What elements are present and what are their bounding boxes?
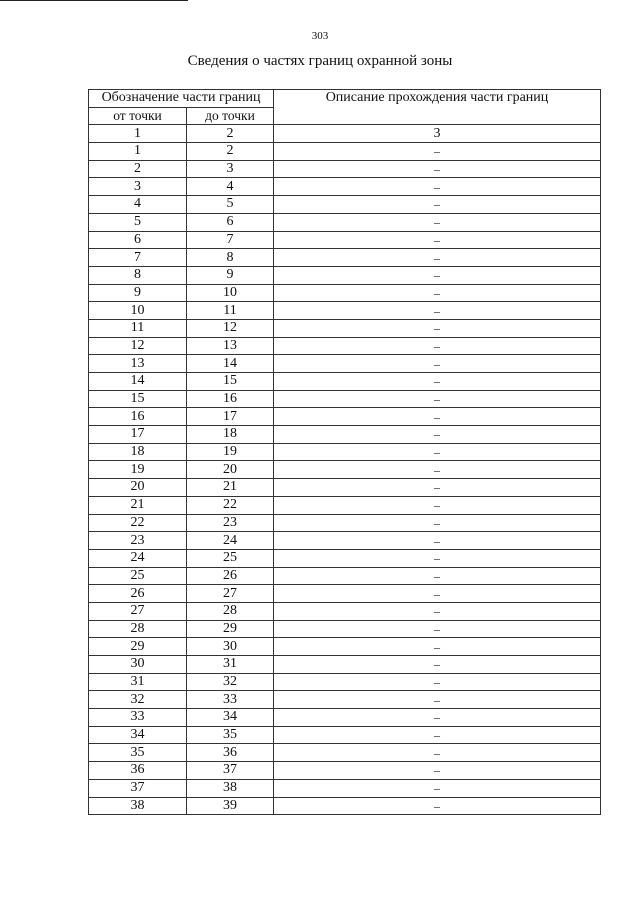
column-number-row [89,125,601,143]
from-point-cell: 35 [89,744,187,762]
from-point-cell: 6 [89,231,187,249]
description-cell: – [274,373,601,391]
to-point-cell: 19 [187,443,274,461]
from-point-cell: 31 [89,673,187,691]
from-point-cell: 13 [89,355,187,373]
to-point-cell: 27 [187,585,274,603]
table-row [89,302,601,320]
to-point-cell: 36 [187,744,274,762]
to-point-cell: 25 [187,549,274,567]
description-cell: – [274,496,601,514]
from-point-cell: 28 [89,620,187,638]
to-point-cell: 34 [187,709,274,727]
to-point-cell: 23 [187,514,274,532]
from-point-cell: 9 [89,284,187,302]
to-point-cell: 8 [187,249,274,267]
table-header-row [89,90,601,108]
to-point-cell: 30 [187,638,274,656]
description-cell: – [274,514,601,532]
table-row [89,443,601,461]
header-from-point: от точки [89,107,187,125]
description-cell: – [274,691,601,709]
from-point-cell: 16 [89,408,187,426]
from-point-cell: 12 [89,337,187,355]
table-row [89,479,601,497]
description-cell: – [274,213,601,231]
description-cell: – [274,479,601,497]
from-point-cell: 25 [89,567,187,585]
from-point-cell: 1 [89,143,187,161]
table-row [89,266,601,284]
table-row [89,143,601,161]
header-to-point: до точки [187,107,274,125]
from-point-cell: 27 [89,602,187,620]
to-point-cell: 21 [187,479,274,497]
table-row [89,249,601,267]
to-point-cell: 10 [187,284,274,302]
description-cell: – [274,284,601,302]
description-cell: – [274,673,601,691]
from-point-cell: 21 [89,496,187,514]
boundary-parts-table [88,89,601,815]
header-boundary-designation: Обозначение части границ [89,90,274,108]
to-point-cell: 4 [187,178,274,196]
column-number-3: 3 [274,125,601,143]
to-point-cell: 35 [187,726,274,744]
to-point-cell: 13 [187,337,274,355]
table-row [89,709,601,727]
description-cell: – [274,408,601,426]
table-row [89,355,601,373]
from-point-cell: 30 [89,656,187,674]
description-cell: – [274,779,601,797]
table-row [89,213,601,231]
to-point-cell: 22 [187,496,274,514]
description-cell: – [274,266,601,284]
from-point-cell: 3 [89,178,187,196]
table-row [89,426,601,444]
table-row [89,337,601,355]
to-point-cell: 38 [187,779,274,797]
from-point-cell: 17 [89,426,187,444]
from-point-cell: 11 [89,319,187,337]
table-row [89,656,601,674]
description-cell: – [274,337,601,355]
to-point-cell: 37 [187,762,274,780]
to-point-cell: 12 [187,319,274,337]
description-cell: – [274,726,601,744]
from-point-cell: 18 [89,443,187,461]
description-cell: – [274,744,601,762]
description-cell: – [274,797,601,815]
to-point-cell: 16 [187,390,274,408]
from-point-cell: 5 [89,213,187,231]
description-cell: – [274,602,601,620]
from-point-cell: 8 [89,266,187,284]
table-row [89,514,601,532]
to-point-cell: 5 [187,196,274,214]
from-point-cell: 23 [89,532,187,550]
table-row [89,284,601,302]
table-row [89,567,601,585]
table-row [89,797,601,815]
from-point-cell: 24 [89,549,187,567]
from-point-cell: 15 [89,390,187,408]
column-number-2: 2 [187,125,274,143]
description-cell: – [274,567,601,585]
from-point-cell: 14 [89,373,187,391]
table-row [89,160,601,178]
to-point-cell: 26 [187,567,274,585]
description-cell: – [274,709,601,727]
to-point-cell: 20 [187,461,274,479]
to-point-cell: 29 [187,620,274,638]
from-point-cell: 22 [89,514,187,532]
description-cell: – [274,638,601,656]
description-cell: – [274,196,601,214]
description-cell: – [274,390,601,408]
table-row [89,408,601,426]
description-cell: – [274,549,601,567]
from-point-cell: 19 [89,461,187,479]
from-point-cell: 29 [89,638,187,656]
to-point-cell: 18 [187,426,274,444]
description-cell: – [274,443,601,461]
to-point-cell: 14 [187,355,274,373]
table-row [89,762,601,780]
description-cell: – [274,160,601,178]
description-cell: – [274,532,601,550]
description-cell: – [274,620,601,638]
description-cell: – [274,656,601,674]
to-point-cell: 6 [187,213,274,231]
to-point-cell: 39 [187,797,274,815]
column-number-1: 1 [89,125,187,143]
table-body [89,125,601,815]
table-row [89,390,601,408]
to-point-cell: 3 [187,160,274,178]
table-row [89,638,601,656]
to-point-cell: 33 [187,691,274,709]
table-row [89,496,601,514]
to-point-cell: 17 [187,408,274,426]
table-row [89,549,601,567]
to-point-cell: 9 [187,266,274,284]
from-point-cell: 38 [89,797,187,815]
from-point-cell: 7 [89,249,187,267]
description-cell: – [274,249,601,267]
table-row [89,691,601,709]
table-row [89,620,601,638]
table-row [89,319,601,337]
table-row [89,602,601,620]
to-point-cell: 28 [187,602,274,620]
table-row [89,532,601,550]
to-point-cell: 2 [187,143,274,161]
description-cell: – [274,319,601,337]
table-row [89,673,601,691]
to-point-cell: 32 [187,673,274,691]
table-row [89,461,601,479]
description-cell: – [274,426,601,444]
page-number: 303 [311,30,329,42]
table-row [89,196,601,214]
from-point-cell: 26 [89,585,187,603]
from-point-cell: 10 [89,302,187,320]
from-point-cell: 4 [89,196,187,214]
description-cell: – [274,585,601,603]
to-point-cell: 31 [187,656,274,674]
table-row [89,231,601,249]
top-left-rule [0,0,188,1]
from-point-cell: 33 [89,709,187,727]
to-point-cell: 7 [187,231,274,249]
description-cell: – [274,762,601,780]
table-row [89,744,601,762]
from-point-cell: 36 [89,762,187,780]
to-point-cell: 11 [187,302,274,320]
to-point-cell: 15 [187,373,274,391]
description-cell: – [274,231,601,249]
table-row [89,178,601,196]
table-row [89,779,601,797]
description-cell: – [274,461,601,479]
from-point-cell: 20 [89,479,187,497]
page-title: Сведения о частях границ охранной зоны [187,53,453,69]
table-row [89,585,601,603]
from-point-cell: 2 [89,160,187,178]
table-row [89,726,601,744]
description-cell: – [274,302,601,320]
to-point-cell: 24 [187,532,274,550]
from-point-cell: 37 [89,779,187,797]
from-point-cell: 34 [89,726,187,744]
description-cell: – [274,355,601,373]
from-point-cell: 32 [89,691,187,709]
header-description: Описание прохождения части границ [274,90,601,125]
description-cell: – [274,143,601,161]
description-cell: – [274,178,601,196]
table-row [89,373,601,391]
